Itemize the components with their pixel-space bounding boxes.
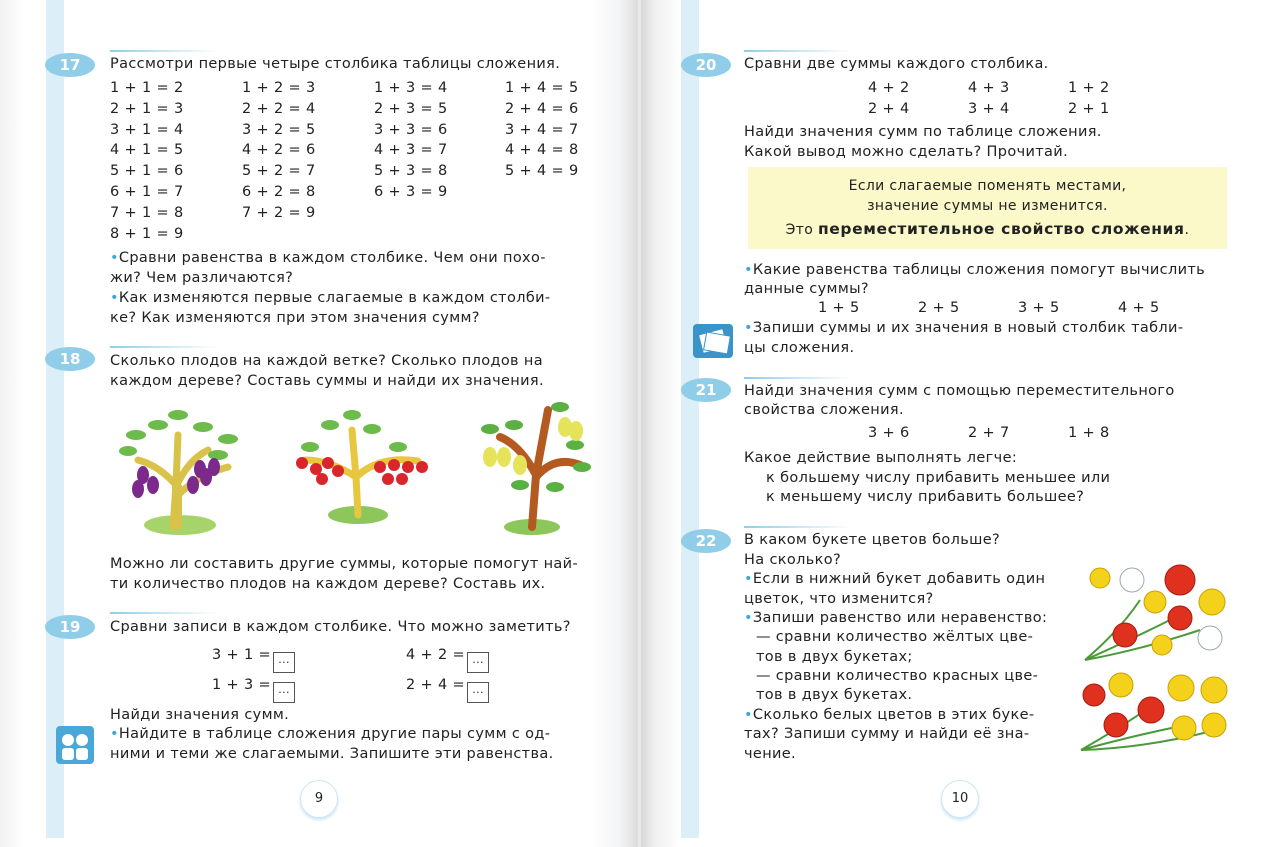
table-equation: 4 + 1 = 5 — [110, 142, 184, 159]
ex19-expr-1: 3 + 1 = ... — [212, 645, 295, 673]
page-number-left: 9 — [300, 780, 338, 818]
ex22-line-9: тов в двух букетах. — [756, 687, 913, 703]
exercise-22-line — [744, 526, 852, 528]
ex20-sum-1: 4 + 2 — [868, 80, 910, 96]
ex18-line-1: Сколько плодов на каждой ветке? Сколько плодов на — [110, 353, 543, 369]
table-equation: 2 + 2 = 4 — [242, 100, 316, 117]
ex21-sum-3: 1 + 8 — [1068, 425, 1110, 441]
ex17-question-2a: •Как изменяются первые слагаемые в каждом столби- — [110, 290, 551, 306]
ex20-term-3: 3 + 5 — [1018, 300, 1060, 316]
ex19-line-3: ними и теми же слагаемыми. Запишите эти равенства. — [110, 746, 554, 762]
page-number-right: 10 — [941, 780, 979, 818]
exercise-20-title: Сравни две суммы каждого столбика. — [744, 56, 1049, 72]
ex21-line-5: к меньшему числу прибавить большее? — [766, 489, 1085, 505]
table-equation: 5 + 3 = 8 — [374, 163, 448, 180]
table-equation: 3 + 4 = 7 — [505, 121, 579, 138]
ex18-line-4: ти количество плодов на каждом дереве? Составь их. — [110, 576, 546, 592]
exercise-20-line — [744, 50, 852, 52]
answer-box[interactable]: ... — [467, 652, 489, 673]
ex20-sum-3: 1 + 2 — [1068, 80, 1110, 96]
ex20-sum-5: 3 + 4 — [968, 101, 1010, 117]
ex20-sum-4: 2 + 4 — [868, 101, 910, 117]
ex17-question-2b: ке? Как изменяются при этом значения сумм? — [110, 310, 480, 326]
exercise-22-badge: 22 — [681, 529, 731, 553]
ex19-line-2: •Найдите в таблице сложения другие пары сумм с од- — [110, 726, 551, 742]
ex21-line-1: Найди значения сумм с помощью переместительного — [744, 383, 1175, 399]
ex21-sum-2: 2 + 7 — [968, 425, 1010, 441]
ex20-term-2: 2 + 5 — [918, 300, 960, 316]
exercise-17-title: Рассмотри первые четыре столбика таблицы сложения. — [110, 56, 561, 72]
ex21-line-2: свойства сложения. — [744, 402, 904, 418]
table-equation: 1 + 1 = 2 — [110, 80, 184, 96]
exercise-19-line — [110, 612, 218, 614]
table-equation: 4 + 2 = 6 — [242, 142, 316, 159]
table-equation: 7 + 2 = 9 — [242, 204, 316, 221]
ex21-line-4: к большему числу прибавить меньшее или — [766, 470, 1111, 486]
table-equation: 3 + 3 = 6 — [374, 121, 448, 138]
table-equation: 6 + 2 = 8 — [242, 184, 316, 200]
ex18-line-3: Можно ли составить другие суммы, которые помогут най- — [110, 556, 579, 572]
ex20-question-1a: •Какие равенства таблицы сложения помогут вычислить — [744, 262, 1206, 278]
ex20-sum-6: 2 + 1 — [1068, 101, 1110, 117]
table-equation: 8 + 1 = 9 — [110, 225, 184, 242]
ex20-term-1: 1 + 5 — [818, 300, 860, 316]
table-equation: 6 + 1 = 7 — [110, 184, 184, 200]
plum-tree-illustration — [118, 405, 246, 540]
ex20-question-2b: цы сложения. — [744, 340, 855, 356]
exercise-18-line — [110, 346, 218, 348]
ex22-line-7: тов в двух букетах; — [756, 649, 913, 665]
answer-box[interactable]: ... — [467, 682, 489, 703]
ex22-line-12: чение. — [744, 746, 797, 762]
ex21-line-3: Какое действие выполнять легче: — [744, 450, 1018, 466]
table-equation: 3 + 2 = 5 — [242, 121, 316, 138]
table-equation: 1 + 2 = 3 — [242, 80, 316, 96]
ex17-question-1a: •Сравни равенства в каждом столбике. Чем они похо- — [110, 250, 546, 266]
ex22-line-10: •Сколько белых цветов в этих буке- — [744, 707, 1035, 723]
ex18-line-2: каждом дереве? Составь суммы и найди их значения. — [110, 373, 544, 389]
exercise-17-badge: 17 — [45, 53, 95, 77]
table-equation: 2 + 4 = 6 — [505, 100, 579, 117]
ex22-line-11: тах? Запиши сумму и найди её зна- — [744, 726, 1030, 742]
rule-box — [748, 167, 1227, 249]
apple-tree-illustration — [290, 405, 435, 530]
table-equation: 2 + 3 = 5 — [374, 100, 448, 117]
ex20-line-1: Найди значения сумм по таблице сложения. — [744, 124, 1102, 140]
cards-icon — [691, 320, 737, 362]
ex20-term-4: 4 + 5 — [1118, 300, 1160, 316]
exercise-19-title: Сравни записи в каждом столбике. Что можно заметить? — [110, 619, 571, 635]
table-equation: 3 + 1 = 4 — [110, 121, 184, 138]
right-margin-bar — [681, 0, 699, 838]
exercise-21-badge: 21 — [681, 378, 731, 402]
table-equation: 4 + 4 = 8 — [505, 142, 579, 159]
left-margin-bar — [46, 0, 64, 838]
ex19-expr-4: 2 + 4 = ... — [406, 675, 489, 703]
pair-work-icon — [56, 726, 94, 764]
exercise-17-line — [110, 50, 218, 52]
exercise-21-line — [744, 377, 852, 379]
ex17-question-1b: жи? Чем различаются? — [110, 270, 294, 286]
rule-line-2: значение суммы не изменится. — [867, 198, 1108, 214]
ex21-sum-1: 3 + 6 — [868, 425, 910, 441]
ex19-expr-3: 1 + 3 = ... — [212, 675, 295, 703]
answer-box[interactable]: ... — [273, 652, 295, 673]
table-equation: 1 + 3 = 4 — [374, 80, 448, 96]
ex22-line-3: •Если в нижний букет добавить один — [744, 571, 1046, 587]
rule-line-3: Это переместительное свойство сложения. — [785, 220, 1190, 238]
upper-bouquet-illustration — [1080, 560, 1235, 665]
left-page — [0, 0, 638, 847]
ex22-line-1: В каком букете цветов больше? — [744, 532, 1001, 548]
table-equation: 7 + 1 = 8 — [110, 204, 184, 221]
rule-line-1: Если слагаемые поменять местами, — [848, 178, 1127, 194]
exercise-19-badge: 19 — [45, 615, 95, 639]
table-equation: 1 + 4 = 5 — [505, 80, 579, 96]
ex19-expr-2: 4 + 2 = ... — [406, 645, 489, 673]
ex20-line-2: Какой вывод можно сделать? Прочитай. — [744, 144, 1069, 160]
exercise-18-badge: 18 — [45, 347, 95, 371]
ex22-line-2: На сколько? — [744, 552, 841, 568]
table-equation: 5 + 4 = 9 — [505, 163, 579, 180]
table-equation: 2 + 1 = 3 — [110, 100, 184, 117]
ex22-line-8: — сравни количество красных цве- — [756, 668, 1039, 684]
lower-bouquet-illustration — [1076, 670, 1236, 755]
ex22-line-5: •Запиши равенство или неравенство: — [744, 610, 1048, 626]
ex22-line-6: — сравни количество жёлтых цве- — [756, 629, 1034, 645]
ex20-question-1b: данные суммы? — [744, 281, 869, 297]
table-equation: 5 + 1 = 6 — [110, 163, 184, 180]
table-equation: 5 + 2 = 7 — [242, 163, 316, 180]
ex20-sum-2: 4 + 3 — [968, 80, 1010, 96]
pear-tree-illustration — [470, 395, 595, 540]
ex19-line-1: Найди значения сумм. — [110, 707, 290, 723]
answer-box[interactable]: ... — [273, 682, 295, 703]
ex20-question-2a: •Запиши суммы и их значения в новый столбик табли- — [744, 320, 1184, 336]
table-equation: 6 + 3 = 9 — [374, 184, 448, 200]
exercise-20-badge: 20 — [681, 53, 731, 77]
table-equation: 4 + 3 = 7 — [374, 142, 448, 159]
ex22-line-4: цветок, что изменится? — [744, 591, 934, 607]
